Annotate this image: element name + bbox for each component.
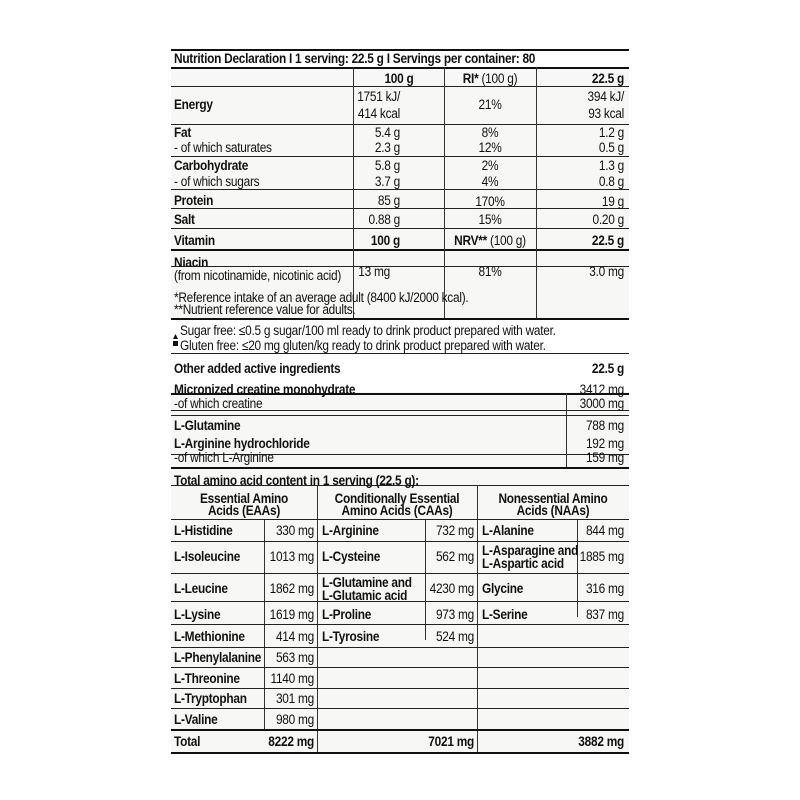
- eaa-name: L-Leucine: [174, 581, 228, 596]
- fat-ri: 8%: [481, 125, 499, 140]
- sugar-free-claim: Sugar free: ≤0.5 g sugar/100 ml ready to drink product prepared with water.: [180, 323, 556, 338]
- protein-ri: 170%: [475, 194, 505, 209]
- declaration-header: Nutrition Declaration I 1 serving: 22.5 g I Servings per container: 80: [174, 51, 536, 66]
- glutamine-label: L-Glutamine: [174, 418, 241, 433]
- naa-name: Glycine: [482, 581, 524, 596]
- caa-name: L-Arginine: [322, 523, 379, 538]
- naa-name: L-Serine: [482, 607, 528, 622]
- creatine-label: Micronized creatine monohydrate: [174, 382, 356, 397]
- energy-kj-serving: 394 kJ/: [587, 89, 624, 104]
- caa-name: L-Proline: [322, 607, 372, 622]
- eaa-name: L-Isoleucine: [174, 549, 241, 564]
- total-eaa: 8222 mg: [268, 734, 314, 749]
- arginine-sub-label: -of which L-Arginine: [174, 450, 274, 465]
- fat-serving: 1.2 g: [598, 125, 624, 140]
- protein-serving: 19 g: [601, 194, 624, 209]
- naa-name: L-Alanine: [482, 523, 534, 538]
- naa-value: 316 mg: [585, 581, 624, 596]
- caa-header-2: Amino Acids (CAAs): [341, 503, 453, 518]
- eaa-name: L-Methionine: [174, 629, 245, 644]
- naa-value: 837 mg: [585, 607, 624, 622]
- carb-100g: 5.8 g: [374, 158, 400, 173]
- eaa-value: 1140 mg: [270, 671, 314, 686]
- salt-ri: 15%: [478, 212, 502, 227]
- caa-name-line1: L-Glutamine and: [322, 575, 412, 590]
- energy-label: Energy: [174, 97, 213, 112]
- eaa-value: 980 mg: [275, 712, 314, 727]
- saturates-serving: 0.5 g: [598, 140, 624, 155]
- protein-100g: 85 g: [377, 193, 400, 208]
- sugars-serving: 0.8 g: [598, 174, 624, 189]
- salt-100g: 0.88 g: [368, 212, 400, 227]
- caa-value: 4230 mg: [429, 581, 474, 596]
- caa-value: 973 mg: [435, 607, 474, 622]
- caa-name-line2: L-Glutamic acid: [322, 588, 408, 603]
- square-icon: [173, 341, 178, 346]
- eaa-name: L-Threonine: [174, 671, 240, 686]
- energy-kj-100g: 1751 kJ/: [357, 89, 400, 104]
- vitamin-header: Vitamin: [174, 233, 215, 248]
- arginine-sub-value: 159 mg: [585, 450, 624, 465]
- saturates-ri: 12%: [478, 140, 502, 155]
- arginine-label: L-Arginine hydrochloride: [174, 436, 310, 451]
- eaa-name: L-Lysine: [174, 607, 221, 622]
- amino-header: Total amino acid content in 1 serving (22.5 g):: [174, 473, 419, 488]
- gluten-free-claim: Gluten free: ≤20 mg gluten/kg ready to drink product prepared with water.: [180, 338, 546, 353]
- eaa-header-1: Essential Amino: [199, 491, 289, 506]
- naa-name-line2: L-Aspartic acid: [482, 556, 564, 571]
- eaa-value: 330 mg: [275, 523, 314, 538]
- eaa-value: 301 mg: [275, 691, 314, 706]
- caa-name: L-Tyrosine: [322, 629, 380, 644]
- salt-serving: 0.20 g: [592, 212, 624, 227]
- footnote-nrv: **Nutrient reference value for adults.: [174, 302, 356, 317]
- col-ri-header: RI* (100 g): [462, 71, 518, 86]
- vitamin-serving-header: 22.5 g: [591, 233, 624, 248]
- eaa-name: L-Histidine: [174, 523, 233, 538]
- caa-value: 732 mg: [435, 523, 474, 538]
- naa-header-1: Nonessential Amino: [498, 491, 608, 506]
- naa-value: 844 mg: [585, 523, 624, 538]
- saturates-label: - of which saturates: [174, 140, 272, 155]
- sugars-label: - of which sugars: [174, 174, 260, 189]
- col-100g-header: 100 g: [384, 71, 414, 86]
- naa-header-2: Acids (NAAs): [516, 503, 590, 518]
- triangle-icon: [173, 326, 178, 331]
- energy-ri: 21%: [478, 97, 502, 112]
- footnote-ri: *Reference intake of an average adult (8400 kJ/2000 kcal).: [174, 290, 469, 305]
- energy-kcal-100g: 414 kcal: [357, 106, 400, 121]
- niacin-source: (from nicotinamide, nicotinic acid): [174, 268, 342, 283]
- creatine-value: 3412 mg: [579, 382, 624, 397]
- total-label: Total: [174, 734, 201, 749]
- niacin-100g: 13 mg: [358, 264, 390, 279]
- eaa-value: 1619 mg: [269, 607, 314, 622]
- fat-label: Fat: [174, 125, 192, 140]
- active-header: Other added active ingredients: [174, 361, 341, 376]
- protein-label: Protein: [174, 193, 214, 208]
- energy-kcal-serving: 93 kcal: [588, 106, 624, 121]
- salt-label: Salt: [174, 212, 195, 227]
- glutamine-value: 788 mg: [585, 418, 624, 433]
- carb-ri: 2%: [481, 158, 499, 173]
- creatine-sub-label: -of which creatine: [174, 396, 263, 411]
- naa-value: 1885 mg: [579, 549, 624, 564]
- caa-value: 562 mg: [435, 549, 474, 564]
- total-naa: 3882 mg: [578, 734, 624, 749]
- eaa-name: L-Valine: [174, 712, 218, 727]
- niacin-nrv: 81%: [478, 264, 502, 279]
- caa-name: L-Cysteine: [322, 549, 381, 564]
- vitamin-nrv-header: NRV** (100 g): [454, 233, 526, 248]
- total-caa: 7021 mg: [428, 734, 474, 749]
- creatine-sub-value: 3000 mg: [579, 396, 624, 411]
- caa-value: 524 mg: [435, 629, 474, 644]
- fat-100g: 5.4 g: [374, 125, 400, 140]
- active-serving-header: 22.5 g: [591, 361, 624, 376]
- carb-serving: 1.3 g: [598, 158, 624, 173]
- col-serving-header: 22.5 g: [591, 71, 624, 86]
- niacin-label: Niacin: [174, 255, 209, 270]
- naa-name-line1: L-Asparagine and: [482, 543, 579, 558]
- sugars-100g: 3.7 g: [374, 174, 400, 189]
- saturates-100g: 2.3 g: [374, 140, 400, 155]
- niacin-serving: 3.0 mg: [589, 264, 624, 279]
- eaa-value: 1862 mg: [269, 581, 314, 596]
- eaa-value: 414 mg: [275, 629, 314, 644]
- eaa-header-2: Acids (EAAs): [207, 503, 281, 518]
- eaa-name: L-Phenylalanine: [174, 650, 262, 665]
- sugars-ri: 4%: [481, 174, 499, 189]
- arginine-value: 192 mg: [585, 436, 624, 451]
- vitamin-100g-header: 100 g: [370, 233, 400, 248]
- eaa-value: 1013 mg: [269, 549, 314, 564]
- carb-label: Carbohydrate: [174, 158, 249, 173]
- eaa-value: 563 mg: [275, 650, 314, 665]
- eaa-name: L-Tryptophan: [174, 691, 247, 706]
- caa-header-1: Conditionally Essential: [334, 491, 460, 506]
